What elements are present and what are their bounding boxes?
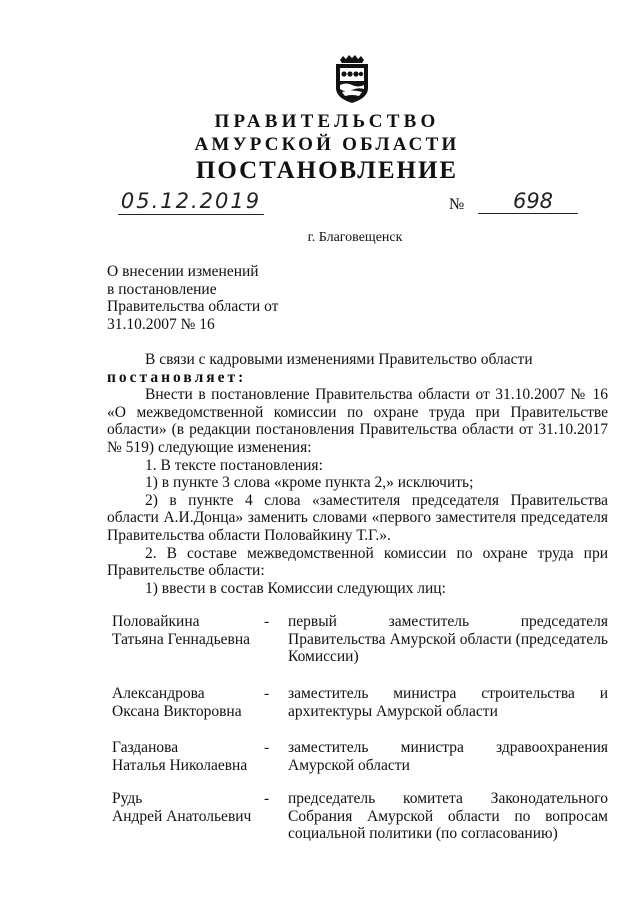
member-surname: Половайкина xyxy=(112,613,200,630)
body-paragraph: 2) в пункте 4 слова «заместителя председателя Правительства области А.И.Донца» заменить словами «первого заместителя председателя Правительства области Половайкину Т.Г.». xyxy=(107,491,608,544)
member-given-names: Андрей Анатольевич xyxy=(112,807,252,825)
document-number: 698 xyxy=(478,189,578,214)
resolution-word: постановляет: xyxy=(107,368,247,386)
member-role: заместитель министра строительства и архитектуры Амурской области xyxy=(288,685,608,720)
document-subject xyxy=(107,263,307,333)
body-paragraph: 2. В составе межведомственной комиссии по охране труда при Правительстве области: xyxy=(107,544,608,580)
member-given-names: Наталья Николаевна xyxy=(112,756,248,774)
subject-line: О внесении изменений xyxy=(107,263,259,280)
member-given-names: Татьяна Геннадьевна xyxy=(112,630,251,648)
government-name-line1: ПРАВИТЕЛЬСТВО xyxy=(214,111,440,132)
document-body xyxy=(107,351,608,597)
member-surname: Газданова xyxy=(112,739,179,756)
government-name-line2: АМУРСКОЙ ОБЛАСТИ xyxy=(194,134,460,155)
member-row xyxy=(112,613,608,685)
member-name xyxy=(112,685,262,720)
document-date: 05.12.2019 xyxy=(118,189,264,215)
body-paragraph: Внести в постановление Правительства области от 31.10.2007 № 16 «О межведомственной комиссии по охране труда при Правительстве области» (в редакции постановления Правительства области от 31.10.2017 № 519) следующие изменения: xyxy=(107,386,608,456)
member-name xyxy=(112,613,262,648)
preamble-paragraph: В связи с кадровыми изменениями Правительство области xyxy=(145,351,533,368)
member-surname: Рудь xyxy=(112,790,143,807)
document-type-title: ПОСТАНОВЛЕНИЕ xyxy=(195,157,459,184)
member-dash: - xyxy=(264,739,270,756)
subject-line: 31.10.2007 № 16 xyxy=(107,315,215,333)
member-surname: Александрова xyxy=(112,685,205,702)
subject-line: Правительства области от xyxy=(107,298,279,315)
member-dash: - xyxy=(264,790,270,807)
number-sign: № xyxy=(449,196,465,213)
member-name xyxy=(112,790,262,825)
coat-of-arms-icon xyxy=(331,54,373,104)
member-row xyxy=(112,685,608,739)
subject-line: в постановление xyxy=(107,280,217,298)
body-paragraph: 1) ввести в состав Комиссии следующих лиц: xyxy=(145,579,446,597)
member-given-names: Оксана Викторовна xyxy=(112,702,242,720)
body-paragraph: 1. В тексте постановления: xyxy=(145,456,323,474)
commission-members-list xyxy=(112,613,608,846)
city-line: г. Благовещенск xyxy=(307,230,403,245)
member-role: заместитель министра здравоохранения Амурской области xyxy=(288,739,608,774)
member-name xyxy=(112,739,262,774)
body-paragraph: 1) в пункте 3 слова «кроме пункта 2,» исключить; xyxy=(145,474,474,492)
member-role: первый заместитель председателя Правительства Амурской области (председатель Комиссии) xyxy=(288,613,608,666)
member-dash: - xyxy=(264,685,270,702)
member-row xyxy=(112,739,608,790)
member-role: председатель комитета Законодательного Собрания Амурской области по вопросам социальной политики (по согласованию) xyxy=(288,790,608,843)
member-dash: - xyxy=(264,613,270,630)
member-row xyxy=(112,790,608,846)
